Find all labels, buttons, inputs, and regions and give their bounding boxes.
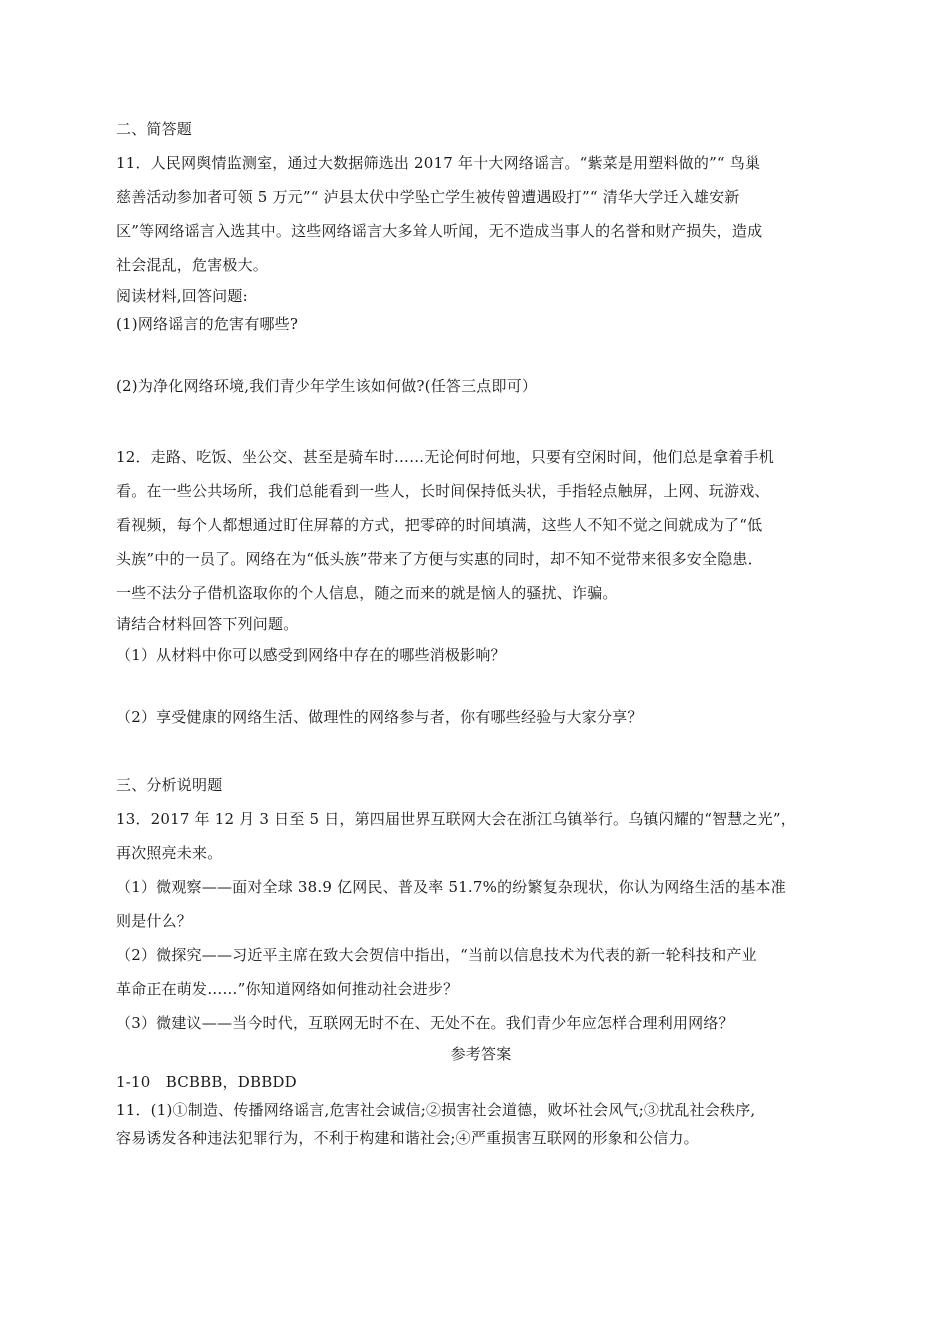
answer-space bbox=[116, 672, 846, 700]
q11-sub-question-1: (1)网络谣言的危害有哪些? bbox=[116, 315, 299, 333]
answer-key-title: 参考答案 bbox=[450, 1045, 512, 1063]
q12-sub-question-2: （2）享受健康的网络生活、做理性的网络参与者，你有哪些经验与大家分享？ bbox=[116, 708, 643, 726]
question-13 bbox=[116, 802, 846, 1040]
q12-text-line: 12．走路、吃饭、坐公交、甚至是骑车时……无论何时何地，只要有空闲时间，他们总是拿着手机 bbox=[116, 448, 774, 466]
q13-text-line: （2）微探究——习近平主席在致大会贺信中指出，“当前以信息技术为代表的新一轮科技和产业 bbox=[116, 946, 757, 964]
q12-text-line: 看视频，每个人都想通过盯住屏幕的方式，把零碎的时间填满，这些人不知不觉之间就成为了“低 bbox=[116, 516, 763, 534]
q11-prompt: 阅读材料,回答问题: bbox=[116, 287, 248, 305]
q12-sub-question-1: （1）从材料中你可以感受到网络中存在的哪些消极影响？ bbox=[116, 646, 506, 664]
q13-text-line: 再次照亮未来。 bbox=[116, 844, 223, 862]
q13-text-line: 革命正在萌发……”你知道网络如何推动社会进步？ bbox=[116, 980, 459, 998]
multiple-choice-answers: 1-10 BCBBB，DBBDD bbox=[116, 1073, 297, 1091]
q13-text-line: （3）微建议——当今时代，互联网无时不在、无处不在。我们青少年应怎样合理利用网络？ bbox=[116, 1014, 734, 1032]
q11-text-line: 区”等网络谣言入选其中。这些网络谣言大多耸人听闻，无不造成当事人的名誉和财产损失，造成 bbox=[116, 222, 763, 240]
q13-text-line: （1）微观察——面对全球 38.9 亿网民、普及率 51.7%的纷繁复杂现状，你认为网络生活的基本准 bbox=[116, 878, 786, 896]
q12-text-line: 头族”中的一员了。网络在为“低头族”带来了方便与实惠的同时，却不知不觉带来很多安全隐患． bbox=[116, 550, 763, 568]
section-2-title: 二、简答题 bbox=[116, 120, 193, 138]
answer-key bbox=[116, 1040, 846, 1152]
document-page bbox=[116, 112, 846, 1152]
answer-11-line: 11．(1)①制造、传播网络谣言,危害社会诚信;②损害社会道德，败坏社会风气;③扰乱社会秩序, bbox=[116, 1101, 756, 1119]
q11-text-line: 11．人民网舆情监测室，通过大数据筛选出 2017 年十大网络谣言。“紫菜是用塑料做的”“ 鸟巢 bbox=[116, 154, 761, 172]
answer-11-line: 容易诱发各种违法犯罪行为，不利于构建和谐社会;④严重损害互联网的形象和公信力。 bbox=[116, 1129, 699, 1147]
question-11 bbox=[116, 146, 846, 434]
q12-prompt: 请结合材料回答下列问题。 bbox=[116, 615, 299, 633]
section-3-title: 三、分析说明题 bbox=[116, 776, 223, 794]
q13-text-line: 13．2017 年 12 月 3 日至 5 日，第四届世界互联网大会在浙江乌镇举行。乌镇闪耀的“智慧之光”， bbox=[116, 810, 796, 828]
answer-space bbox=[116, 734, 846, 762]
q12-text-line: 看。在一些公共场所，我们总能看到一些人，长时间保持低头状，手指轻点触屏，上网、玩游戏、 bbox=[116, 482, 770, 500]
q12-text-line: 一些不法分子借机盗取你的个人信息，随之而来的就是恼人的骚扰、诈骗。 bbox=[116, 584, 618, 602]
q11-sub-question-2: (2)为净化网络环境,我们青少年学生该如何做?(任答三点即可） bbox=[116, 377, 538, 395]
answer-space bbox=[116, 338, 846, 372]
answer-space bbox=[116, 400, 846, 434]
q11-text-line: 社会混乱，危害极大。 bbox=[116, 256, 269, 274]
q13-text-line: 则是什么？ bbox=[116, 912, 193, 930]
q11-text-line: 慈善活动参加者可领 5 万元”“ 泸县太伏中学坠亡学生被传曾遭遇殴打”“ 清华大学迁入雄安新 bbox=[116, 188, 740, 206]
question-12 bbox=[116, 440, 846, 762]
